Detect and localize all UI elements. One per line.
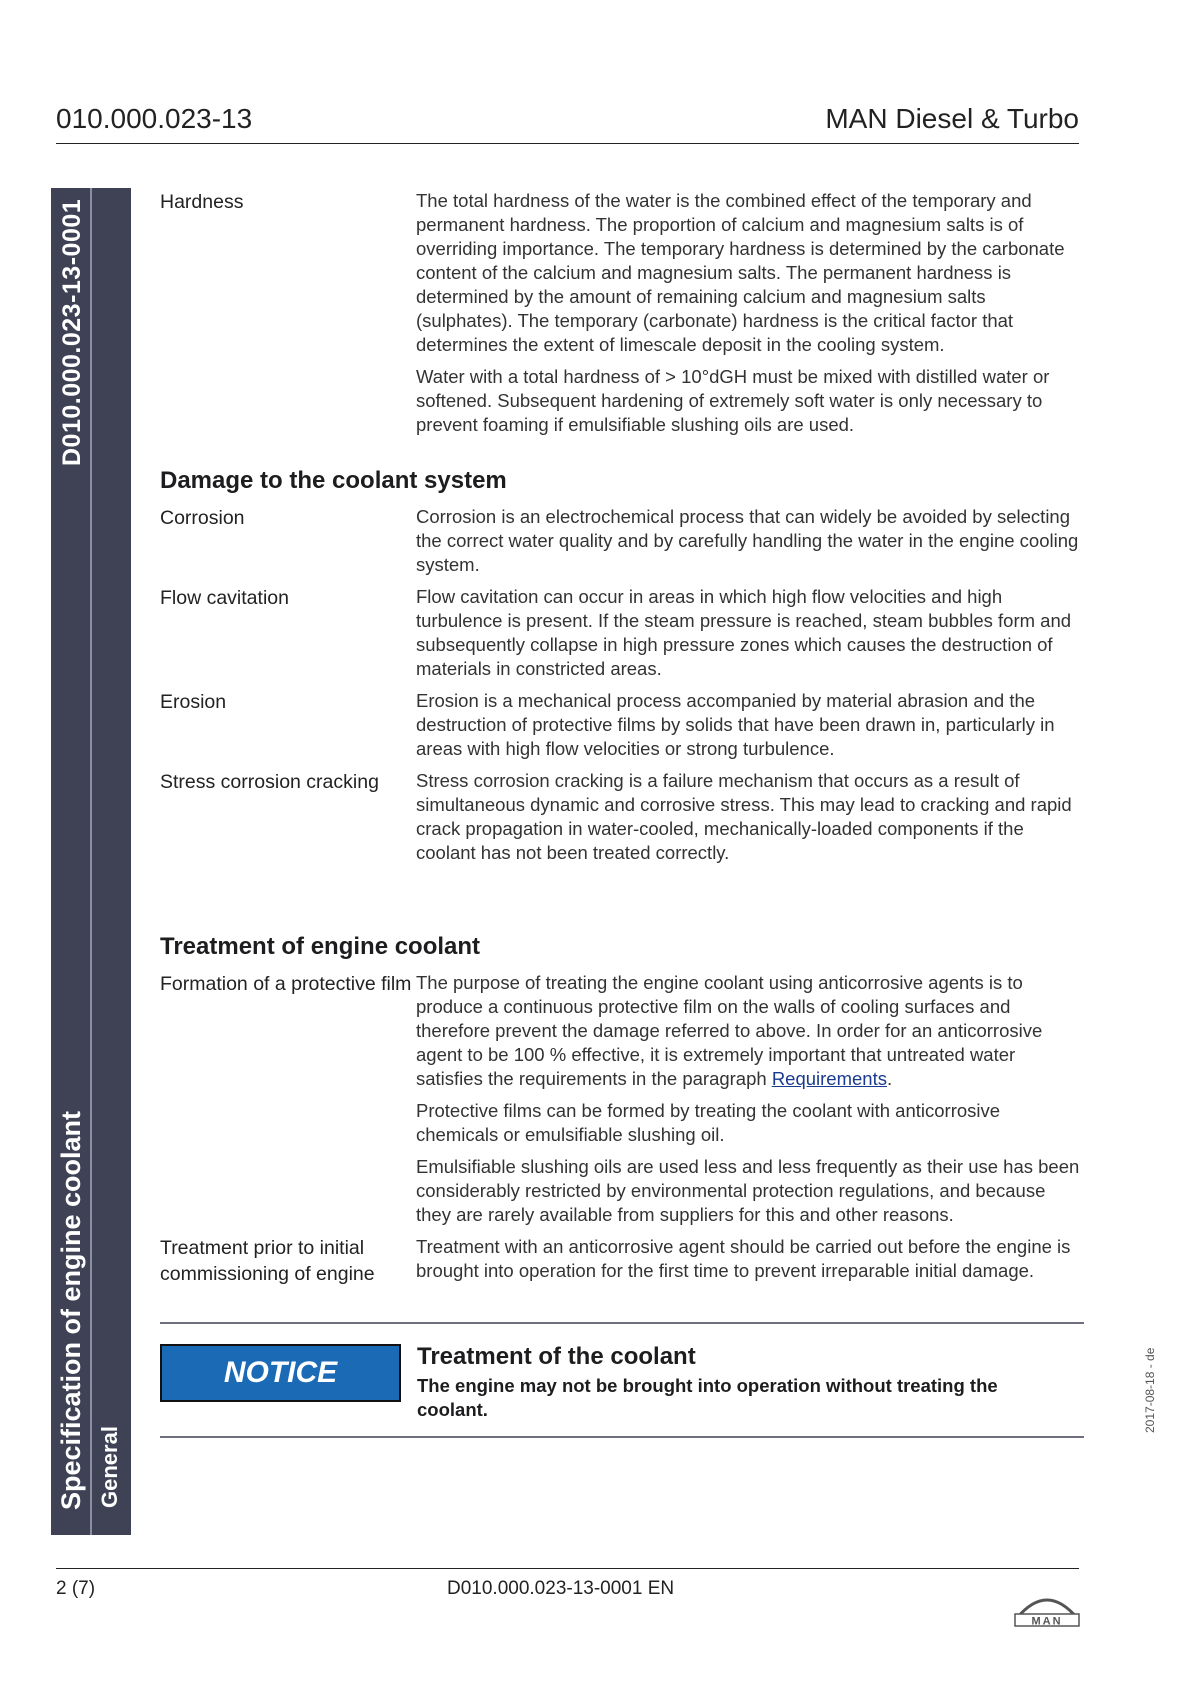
treatment-prior-label: Treatment prior to initial commissioning of engine xyxy=(160,1237,375,1285)
section-stress-corrosion xyxy=(160,769,1084,873)
footer-page-number: 2 (7) xyxy=(56,1578,96,1599)
section-hardness xyxy=(160,189,1084,445)
footer-doc-ref: D010.000.023-13-0001 EN xyxy=(447,1578,675,1599)
hardness-text xyxy=(416,189,1084,445)
protective-film-p1-text: The purpose of treating the engine coolant using anticorrosive agents is to produce a continuous protective film on the walls of cooling surfaces and therefore prevent the damage referred to above. In order for an anticorrosive agent to be 100 % effective, it is extremely important that untreated water satisfies the requirements in the paragraph xyxy=(416,972,1043,1089)
requirements-link[interactable]: Requirements xyxy=(771,1068,887,1089)
corrosion-label: Corrosion xyxy=(160,507,245,529)
sidebar-title: Specification of engine coolant xyxy=(56,1110,86,1510)
notice-text: The engine may not be brought into operation without treating the coolant. xyxy=(417,1375,998,1420)
notice-top-rule xyxy=(160,1322,1084,1324)
flow-cavitation-label: Flow cavitation xyxy=(160,587,289,609)
hardness-paragraph-2: Water with a total hardness of > 10°dGH must be mixed with distilled water or softened. Subsequent hardening of extremely soft water is only necessary to prevent foaming if emulsifiable slushing oils are used. xyxy=(416,366,1050,435)
section-treatment-prior xyxy=(160,1235,1084,1291)
treatment-prior-text: Treatment with an anticorrosive agent should be carried out before the engine is brought into operation for the first time to prevent irreparable initial damage. xyxy=(416,1236,1071,1281)
main-content xyxy=(160,189,1084,1291)
header-doc-number: 010.000.023-13 xyxy=(56,103,253,134)
notice-badge: NOTICE xyxy=(160,1344,401,1402)
protective-film-label: Formation of a protective film xyxy=(160,973,412,995)
section-flow-cavitation xyxy=(160,585,1084,689)
protective-film-paragraph-1 xyxy=(416,971,1084,1091)
protective-film-paragraph-2: Protective films can be formed by treating the coolant with anticorrosive chemicals or emulsifiable slushing oil. xyxy=(416,1100,1001,1145)
man-logo-icon xyxy=(1013,1588,1081,1628)
header-rule xyxy=(56,143,1079,144)
erosion-label: Erosion xyxy=(160,691,227,713)
corrosion-text: Corrosion is an electrochemical process that can widely be avoided by selecting the correct water quality and by carefully handling the water in the engine cooling system. xyxy=(416,506,1079,575)
hardness-label: Hardness xyxy=(160,191,244,213)
protective-film-p1-end: . xyxy=(886,1068,893,1089)
erosion-text: Erosion is a mechanical process accompanied by material abrasion and the destruction of protective films by solids that have been drawn in, particularly in areas with high flow velocities or strong turbulence. xyxy=(416,690,1055,759)
stress-corrosion-text: Stress corrosion cracking is a failure mechanism that occurs as a result of simultaneous dynamic and corrosive stress. This may lead to cracking and rapid crack propagation in water-cooled, mechanically-loaded components if the coolant has not been treated correctly. xyxy=(416,770,1072,863)
sidebar-subtitle: General xyxy=(97,1426,122,1508)
stress-corrosion-label: Stress corrosion cracking xyxy=(160,771,379,793)
notice-title: Treatment of the coolant xyxy=(417,1343,696,1370)
sidebar-divider xyxy=(90,188,92,1535)
hardness-paragraph-1: The total hardness of the water is the combined effect of the temporary and permanent hardness. The proportion of calcium and magnesium salts is of overriding importance. The temporary hardness is determined by the carbonate content of the calcium and magnesium salts. The permanent hardness is determined by the amount of remaining calcium and magnesium salts (sulphates). The temporary (carbonate) hardness is the critical factor that determines the extent of limescale deposit in the cooling system. xyxy=(416,190,1065,355)
damage-heading: Damage to the coolant system xyxy=(160,467,507,494)
sidebar-doc-id: D010.000.023-13-0001 xyxy=(58,198,86,466)
section-erosion xyxy=(160,689,1084,769)
treatment-heading: Treatment of engine coolant xyxy=(160,933,481,960)
flow-cavitation-text: Flow cavitation can occur in areas in which high flow velocities and high turbulence is present. If the steam pressure is reached, steam bubbles form and subsequently collapse in high pressure zones which causes the destruction of materials in constricted areas. xyxy=(416,586,1072,679)
side-date-stamp: 2017-08-18 - de xyxy=(1143,1347,1157,1433)
protective-film-paragraph-3: Emulsifiable slushing oils are used less and less frequently as their use has been considerably restricted by environmental protection regulations, and because they are rarely available from suppliers for this and other reasons. xyxy=(416,1156,1080,1225)
section-protective-film xyxy=(160,971,1084,1235)
man-logo-text: MAN xyxy=(1031,1615,1063,1628)
footer-rule xyxy=(56,1568,1079,1569)
notice-bottom-rule xyxy=(160,1436,1084,1438)
section-corrosion xyxy=(160,505,1084,585)
header-company: MAN Diesel & Turbo xyxy=(825,103,1079,134)
